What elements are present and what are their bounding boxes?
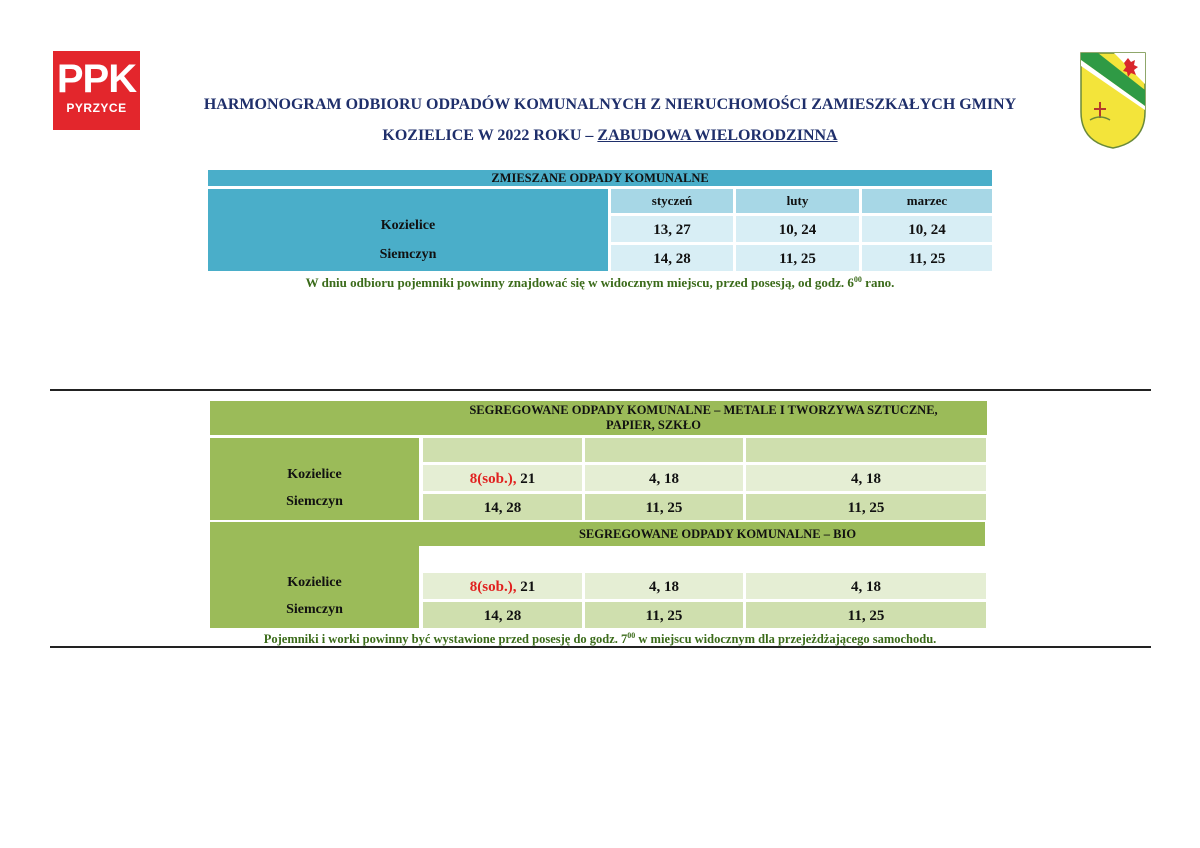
seg-empty-header-1 [423, 438, 582, 462]
month-header-styczen: styczeń [611, 189, 733, 213]
mixed-kozielice-marzec: 10, 24 [862, 216, 992, 242]
title-line-2-underlined: ZABUDOWA WIELORODZINNA [597, 127, 838, 144]
month-header-luty: luty [736, 189, 859, 213]
seg-empty-header-2 [585, 438, 743, 462]
seg-kozielice-col-3: 4, 18 [746, 465, 986, 491]
mixed-note-end: rano. [861, 275, 895, 290]
bio-header: SEGREGOWANE ODPADY KOMUNALNE – BIO [578, 527, 857, 541]
page-title-line-1: HARMONOGRAM ODBIORU ODPADÓW KOMUNALNYCH Z NIERUCHOMOŚCI ZAMIESZKAŁYCH GMINY [203, 96, 1017, 113]
row-label-kozielice: Kozielice [380, 218, 436, 233]
bio-siemczyn-col-1: 14, 28 [423, 602, 582, 628]
page-title-line-2 [160, 126, 1060, 146]
seg-row-label-kozielice: Kozielice [287, 467, 342, 482]
mixed-kozielice-luty: 10, 24 [736, 216, 859, 242]
bio-row-label-siemczyn: Siemczyn [286, 602, 343, 617]
bio-row-label-kozielice: Kozielice [287, 575, 342, 590]
seg-row-label-siemczyn: Siemczyn [286, 494, 343, 509]
row-label-siemczyn: Siemczyn [379, 247, 437, 262]
mixed-waste-note [208, 275, 992, 291]
section-divider-bottom [50, 646, 1151, 648]
coat-of-arms-icon [1078, 50, 1148, 150]
bio-note-end: w miejscu widocznym dla przejeżdżającego samochodu. [635, 632, 937, 646]
month-header-marzec: marzec [862, 189, 992, 213]
mixed-waste-header: ZMIESZANE ODPADY KOMUNALNE [208, 170, 992, 186]
seg-kozielice-saturday: 8(sob.), [469, 471, 517, 487]
bio-kozielice-saturday: 8(sob.), [469, 579, 517, 595]
mixed-siemczyn-styczen: 14, 28 [611, 245, 733, 271]
segregated-header-line-1: SEGREGOWANE ODPADY KOMUNALNE – METALE I TWORZYWA SZTUCZNE, [469, 403, 938, 417]
mixed-note-text: W dniu odbioru pojemniki powinny znajdować się w widocznym miejscu, przed posesją, od godz. 6 [305, 275, 854, 290]
bio-note [150, 631, 1050, 647]
title-line-2-prefix: KOZIELICE W 2022 ROKU – [382, 127, 598, 144]
bio-kozielice-rest: 21 [516, 579, 536, 595]
seg-kozielice-col-2: 4, 18 [585, 465, 743, 491]
seg-siemczyn-col-3: 11, 25 [746, 494, 986, 520]
mixed-siemczyn-marzec: 11, 25 [862, 245, 992, 271]
mixed-kozielice-styczen: 13, 27 [611, 216, 733, 242]
bio-kozielice-col-1 [423, 573, 582, 599]
section-divider-top [50, 389, 1151, 391]
bio-siemczyn-col-3: 11, 25 [746, 602, 986, 628]
bio-note-sup: 00 [627, 631, 636, 640]
mixed-siemczyn-luty: 11, 25 [736, 245, 859, 271]
ppk-logo-top: PPK [56, 57, 137, 101]
bio-siemczyn-col-2: 11, 25 [585, 602, 743, 628]
seg-siemczyn-col-1: 14, 28 [423, 494, 582, 520]
bio-kozielice-col-2: 4, 18 [585, 573, 743, 599]
seg-kozielice-rest: 21 [516, 471, 536, 487]
seg-siemczyn-col-2: 11, 25 [585, 494, 743, 520]
ppk-logo-bottom: PYRZYCE [66, 101, 127, 115]
seg-kozielice-col-1 [423, 465, 582, 491]
bio-note-text: Pojemniki i worki powinny być wystawione przed posesję do godz. 7 [263, 632, 628, 646]
seg-empty-header-3 [746, 438, 986, 462]
mixed-note-sup: 00 [853, 275, 862, 284]
segregated-header-line-2: PAPIER, SZKŁO [606, 418, 701, 432]
bio-kozielice-col-3: 4, 18 [746, 573, 986, 599]
ppk-logo [53, 51, 140, 130]
